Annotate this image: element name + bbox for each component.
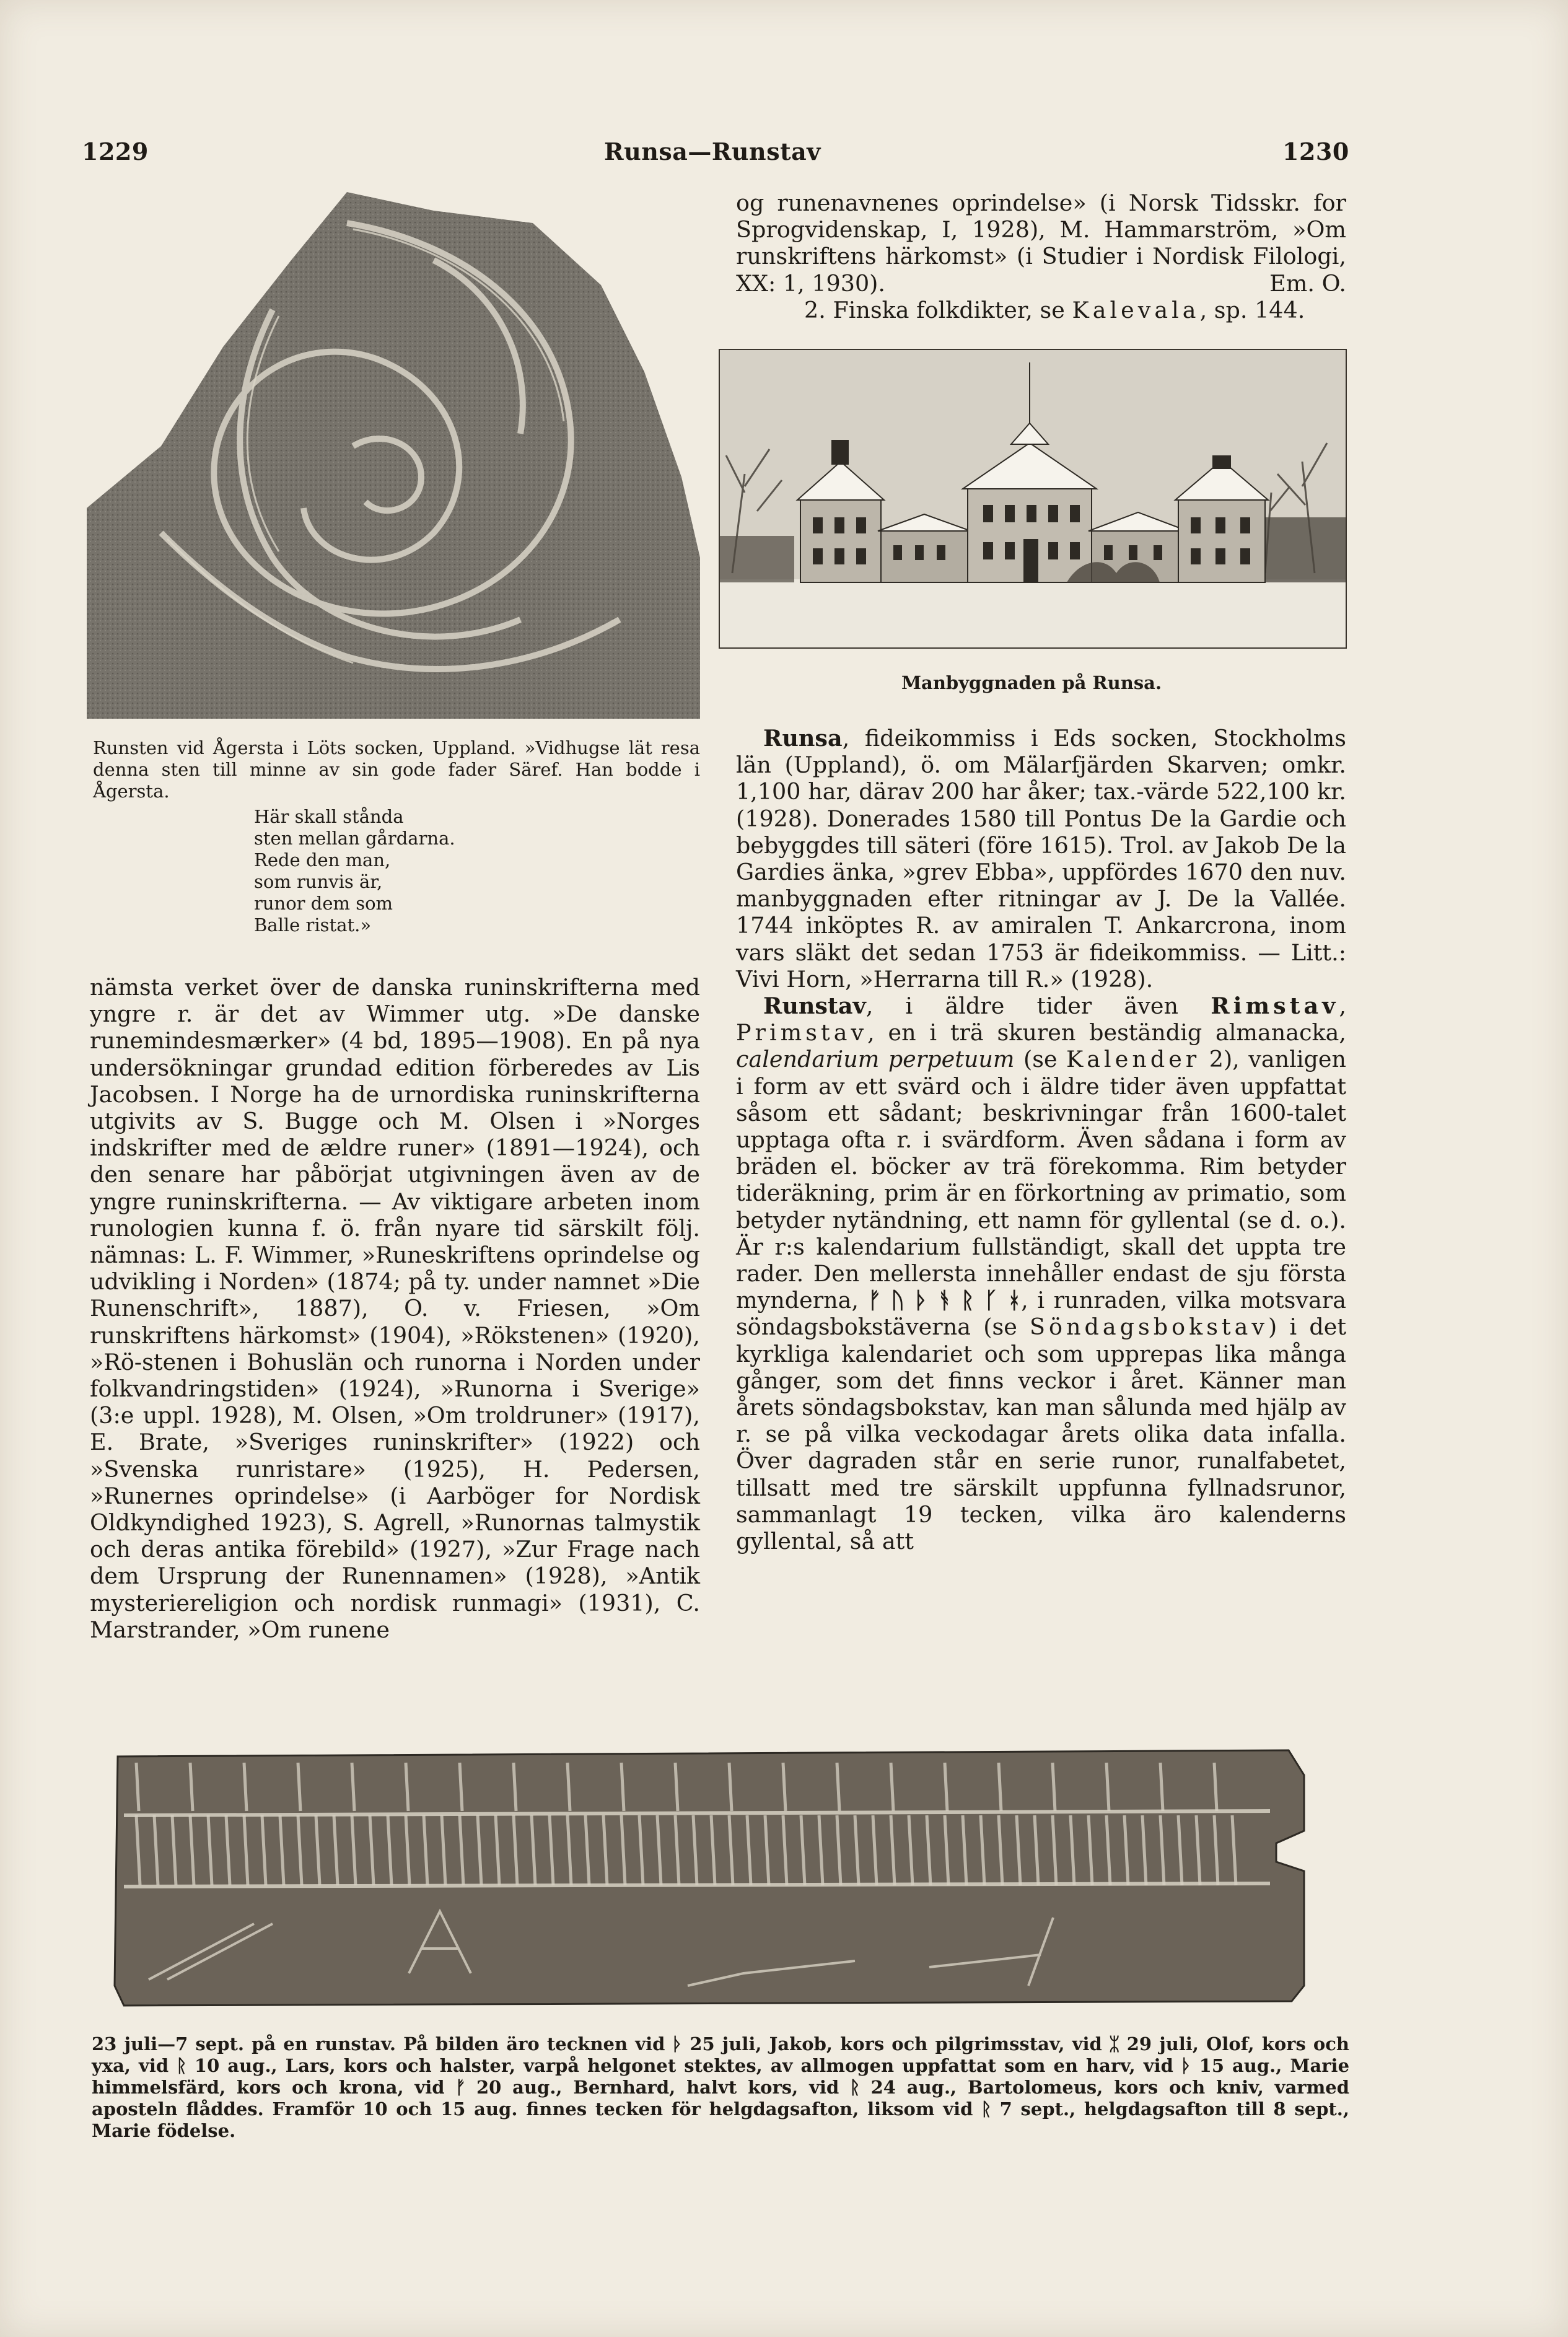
rimstav-term: Rimstav: [1211, 993, 1339, 1020]
runstav-text: , en i trä skuren beständig almanacka,: [867, 1019, 1346, 1046]
latin-term: calendarium perpetuum: [736, 1046, 1015, 1073]
running-title: Runsa—Runstav: [604, 138, 821, 165]
rune-hagall-glyph: ᛯ: [1109, 2033, 1120, 2054]
continued-text: og runenavnenes oprindelse» (i Norsk Tidsskr. for Sprogvidenskap, I, 1928), M. Hammarström, »Om runskriftens härkomst» (i Studier i Nordisk Filologi, XX: 1, 1930).: [736, 190, 1346, 297]
entry-2-number: 2.: [804, 296, 826, 323]
runstav-text: (se: [1023, 1046, 1058, 1073]
runstav-text: , i äldre tider även: [865, 993, 1179, 1020]
rune-reid-glyph: ᚱ: [849, 2077, 861, 2098]
rune-reid-glyph: ᚱ: [176, 2055, 187, 2076]
runstav-photo: [112, 1738, 1310, 2010]
runsa-headword: Runsa: [763, 725, 843, 752]
caption-text: 10 aug., Lars, kors och halster, varpå helgonet stektes, av allmogen uppfattat som en harv, vid: [194, 2055, 1173, 2076]
rune-reid-glyph: ᚱ: [981, 2098, 992, 2120]
left-column-text: nämsta verket över de danska runinskrifterna med yngre r. är det av Wimmer utg. »De danske runemindesmærker» (4 bd, 1895—1908). En på nya undersökningar grundad edition förberedes av Lis Jacobsen. I Norge ha de urnordiska runinskrifterna utgivits av S. Bugge och M. Olsen i »Norges indskrifter med de ældre runer» (1891—1924), och den senare har påbörjat utgivningen även av de yngre runinskrifterna. — Av viktigare arbeten inom runologien kunna f. ö. från nyare tid särskilt följ. nämnas: L. F. Wimmer, »Runeskriftens oprindelse og udvikling i Norden» (1874; på ty. under namnet »Die Runenschrift», 1887), O. v. Friesen, »Om runskriftens härkomst» (1904), »Rökstenen» (1920), »Rö-stenen i Bohuslän och runorna i Norden under folkvandringstiden» (1924), »Runorna i Sverige» (3:e uppl. 1928), M. Olsen, »Om troldruner» (1917), E. Brate, »Sveriges runinskrifter» (1922) och »Svenska runristare» (1925), H. Pedersen, »Runernes oprindelse» (i Aarböger for Nordisk Oldkyndighed 1923), S. Agrell, »Runornas talmystik och deras antika förebild» (1927), »Zur Frage nach dem Ursprung der Runennamen» (1928), »Antik mysteriereligion och nordisk runmagi» (1931), C. Marstrander, »Om runene: [90, 974, 700, 1643]
caption-text: 15 aug., Marie himmelsfärd, kors och krona, vid: [92, 2055, 1350, 2098]
poem-line: som runvis är,: [254, 871, 383, 892]
sondagsbokstav-ref: Söndagsbokstav: [1030, 1313, 1268, 1341]
right-column-top: [736, 190, 1346, 323]
runsa-entry: [736, 725, 1346, 1554]
runestone-caption-text: Runsten vid Ågersta i Löts socken, Uppland. »Vidhugse lät resa denna sten till minne av sin gode fader Säref. Han bodde i Ågersta.: [93, 737, 700, 802]
rune-thurs-glyph: ᚦ: [672, 2033, 683, 2054]
runstav-text: ,: [1339, 993, 1346, 1020]
caption-text: 24 aug., Bartolomeus, kors och kniv, varmed aposteln flåddes. Framför 10 och 15 aug. finnes tecken för helgdagsafton, liksom vid: [92, 2077, 1349, 2120]
primstav-term: Primstav: [736, 1019, 868, 1046]
runestone-caption: [93, 737, 700, 936]
author-signature: Em. O.: [1269, 270, 1346, 297]
entry-2-ref: Kalevala: [1072, 296, 1200, 323]
runstav-text: , i runraden, vilka motsvara söndagsbokstäverna (se: [736, 1287, 1347, 1341]
runsa-text: , fideikommiss i Eds socken, Stockholms län (Uppland), ö. om Mälarfjärden Skarven; omkr. 1,100 har, därav 200 har åker; tax.-värde 522,100 kr. (1928). Donerades 1580 till Pontus De la Gardie och bebyggdes till säteri (före 1615). Trol. av Jakob De la Gardies änka, »grev Ebba», uppfördes 1670 den nuv. manbyggnaden efter ritningar av J. De la Vallée. 1744 inköptes R. av amiralen T. Ankarcrona, inom vars släkt det sedan 1753 är fideikommiss. — Litt.: Vivi Horn, »Herrarna till R.» (1928).: [736, 725, 1346, 993]
poem-line: runor dem som: [254, 893, 393, 914]
rune-fe-glyph: ᚠ: [455, 2077, 466, 2098]
manor-caption: Manbyggnaden på Runsa.: [901, 672, 1162, 693]
page-number-left: 1229: [82, 138, 149, 165]
rune-sequence: ᚠ ᚢ ᚦ ᚬ ᚱ ᚴ ᚼ: [867, 1287, 1022, 1314]
caption-text: 29 juli, Olof, kors och yxa, vid: [92, 2033, 1350, 2076]
poem-line: Balle ristat.»: [254, 914, 372, 936]
page-number-right: 1230: [1282, 138, 1349, 165]
rune-thurs-glyph: ᚦ: [1181, 2055, 1192, 2076]
runstav-text: 2), vanligen i form av ett svärd och i äldre tider även uppfattat såsom ett sådant; beskrivningar från 1600-talet upptaga ofta r. i svärdform. Även sådana i form av bräden el. böcker av trä förekomma. Rim betyder tideräkning, prim är en förkortning av primatio, som betyder nytändning, ett namn för gyllental (se d. o.). Är r:s kalendarium fullständigt, skall det uppta tre rader. Den mellersta innehåller endast de sju första mynderna,: [736, 1046, 1346, 1314]
runstav-headword: Runstav: [763, 993, 866, 1020]
entry-2-end: , sp. 144.: [1199, 296, 1305, 323]
runstav-caption: [92, 2033, 1349, 2142]
caption-text: 25 juli, Jakob, kors och pilgrimsstav, vid: [690, 2033, 1102, 2054]
poem-line: sten mellan gårdarna.: [254, 828, 455, 849]
runestone-poem: [254, 806, 700, 936]
caption-text: 23 juli—7 sept. på en runstav. På bilden äro tecknen vid: [92, 2033, 665, 2054]
kalender-ref: Kalender: [1066, 1046, 1201, 1073]
runstav-text: ) i det kyrkliga kalendariet och som upprepas lika många gånger, som det finns veckor i året. Känner man årets söndagsbokstav, kan man sålunda med hjälp av r. se på vilka veckodagar årets olika data infalla. Över dagraden står en serie runor, runalfabetet, tillsatt med tre särskilt uppfunna fyllnadsrunor, sammanlagt 19 tecken, vilka äro kalenderns gyllental, så att: [736, 1313, 1346, 1555]
poem-line: Här skall stånda: [254, 806, 404, 827]
runestone-photo: [87, 186, 700, 719]
manor-photo: [719, 349, 1347, 649]
caption-text: 20 aug., Bernhard, halvt kors, vid: [476, 2077, 839, 2098]
poem-line: Rede den man,: [254, 849, 391, 870]
caption-text: 7 sept., helgdagsafton till 8 sept., Marie födelse.: [92, 2098, 1349, 2141]
left-column: [90, 974, 700, 1643]
entry-2-text: Finska folkdikter, se: [833, 296, 1065, 323]
